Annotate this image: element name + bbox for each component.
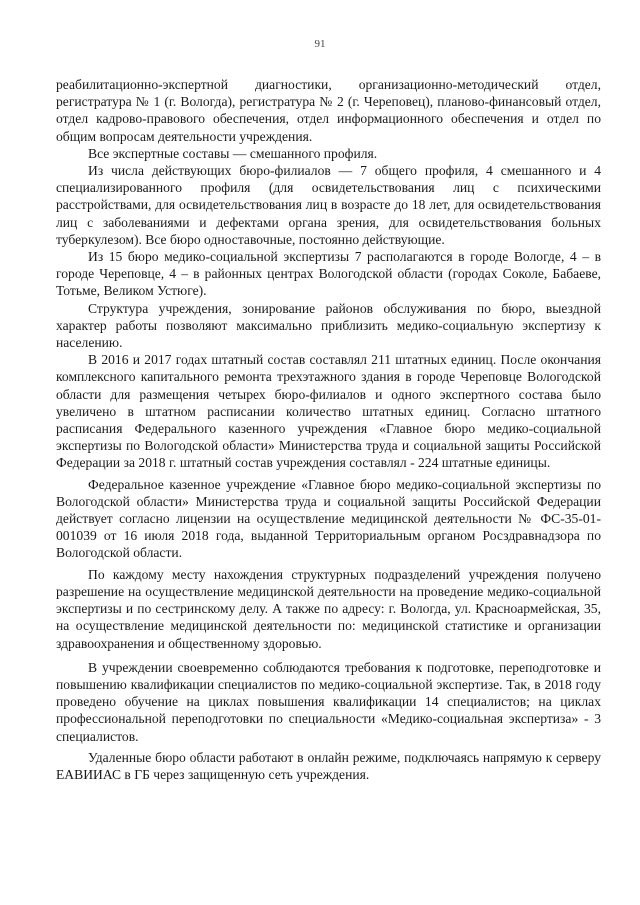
paragraph-department-list: реабилитационно-экспертной диагностики, организационно-методический отдел, регистратура № 1 (г. Вологда), регистратура № 2 (г. Череповец), планово-финансовый отдел, отдел кадрово-правового обеспечения, отдел информационного обеспечения и отдел по общим вопросам деятельности учреждения. [56, 77, 601, 144]
paragraph-online-bureaus: Удаленные бюро области работают в онлайн режиме, подключаясь напрямую к серверу ЕАВИИАС в ГБ через защищенную сеть учреждения. [56, 749, 601, 782]
paragraph-expert-compositions: Все экспертные составы — смешанного профиля. [88, 145, 378, 161]
paragraph-permits: По каждому месту нахождения структурных подразделений учреждения получено разрешение на осуществление медицинской деятельности на проведение медико-социальной экспертизы и по сестринскому делу. А также по адресу: г. Вологда, ул. Красноармейская, 35, на осуществление медицинской деятельности по: медицинской статистике и организации здравоохранения и общественному здоровью. [56, 566, 601, 651]
page-number: 91 [314, 38, 326, 50]
paragraph-structure: Структура учреждения, зонирование районов обслуживания по бюро, выездной характер работы позволяют максимально приблизить медико-социальную экспертизу к населению. [56, 300, 601, 351]
paragraph-staffing: В 2016 и 2017 годах штатный состав составлял 211 штатных единиц. После окончания комплексного капитального ремонта трехэтажного здания в городе Череповце Вологодской области для размещения четырех бюро-филиалов и одного экспертного состава было увеличено в штатном расписании количество штатных единиц. Согласно штатного расписания Федерального казенного учреждения «Главное бюро медико-социальной экспертизы по Вологодской области» Министерства труда и социальной защиты Российской Федерации за 2018 г. штатный состав учреждения составлял - 224 штатные единицы. [56, 352, 601, 471]
paragraph-license: Федеральное казенное учреждение «Главное бюро медико-социальной экспертизы по Вологодской области» Министерства труда и социальной защиты Российской Федерации действует согласно лицензии на осуществление медицинской деятельности № ФС-35-01-001039 от 16 июля 2018 года, выданной Территориальным органом Росздравнадзора по Вологодской области. [56, 476, 601, 561]
paragraph-training: В учреждении своевременно соблюдаются требования к подготовке, переподготовке и повышению квалификации специалистов по медико-социальной экспертизе. Так, в 2018 году проведено обучение на циклах повышения квалификации 14 специалистов; на циклах профессиональной переподготовки по специальности «Медико-социальная экспертиза» - 3 специалистов. [56, 659, 601, 744]
paragraph-bureau-locations: Из 15 бюро медико-социальной экспертизы 7 располагаются в городе Вологде, 4 – в городе Череповце, 4 – в районных центрах Вологодской области (городах Соколе, Бабаеве, Тотьме, Великом Устюге). [56, 249, 601, 299]
document-body [56, 76, 601, 783]
paragraph-bureau-profiles: Из числа действующих бюро-филиалов — 7 общего профиля, 4 смешанного и 4 специализированного профиля (для освидетельствования лиц с психическими расстройствами, для освидетельствования лиц в возрасте до 18 лет, для освидетельствования лиц с заболеваниями и дефектами органа зрения, для освидетельствования больных туберкулезом). Все бюро одноставочные, постоянно действующие. [56, 163, 601, 247]
